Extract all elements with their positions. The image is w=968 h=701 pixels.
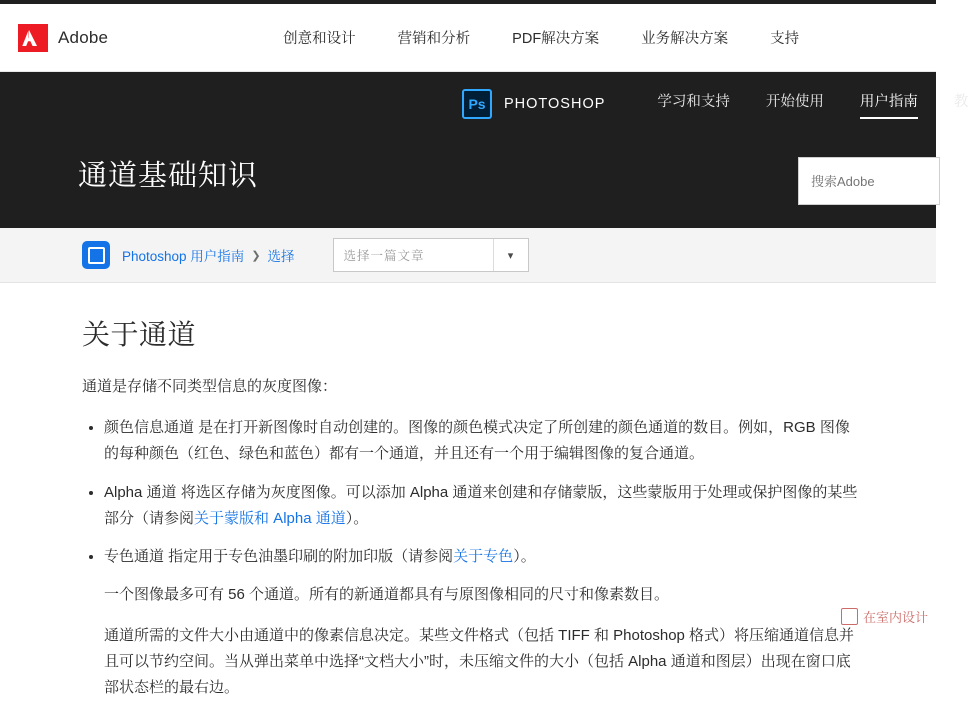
breadcrumb-item-user-guide[interactable]: Photoshop 用户指南: [122, 245, 244, 265]
breadcrumb: [122, 245, 295, 265]
page-title: 通道基础知识: [78, 153, 258, 194]
search-input[interactable]: [799, 157, 939, 205]
hero-section: [0, 135, 936, 228]
breadcrumb-bar: [0, 228, 936, 283]
global-nav-item-3[interactable]: 业务解决方案: [641, 27, 728, 48]
global-nav-item-2[interactable]: PDF解决方案: [512, 27, 599, 48]
wechat-icon: [841, 608, 858, 625]
article-bullet-list: [82, 415, 858, 570]
watermark: [841, 607, 928, 626]
adobe-brand[interactable]: [18, 24, 108, 52]
article-body: [0, 283, 936, 701]
list-item: [104, 415, 858, 468]
bullet-2-text-after: ）。: [513, 548, 536, 565]
bullet-1-text-before: Alpha 通道 将选区存储为灰度图像。可以添加 Alpha 通道来创建和存储蒙版，这些蒙版用于处理或保护图像的某些部分（请参阅: [104, 484, 857, 527]
article-select-dropdown[interactable]: [333, 238, 529, 272]
product-nav-item-get-started[interactable]: 开始使用: [766, 90, 824, 117]
link-about-spot-colors[interactable]: 关于专色: [453, 548, 513, 565]
list-item: [104, 480, 858, 533]
book-icon: [82, 241, 110, 269]
product-nav-item-user-guide[interactable]: 用户指南: [860, 90, 918, 117]
product-navigation-bar: [0, 72, 936, 135]
photoshop-home-link[interactable]: [462, 89, 605, 119]
chevron-down-icon[interactable]: ▾: [493, 239, 528, 271]
global-nav-item-1[interactable]: 营销和分析: [398, 27, 471, 48]
breadcrumb-separator: ❯: [251, 249, 260, 262]
section-heading: 关于通道: [82, 313, 858, 353]
bullet-1-text-after: ）。: [346, 510, 369, 527]
article-notes: [82, 582, 858, 701]
adobe-logo-icon: [18, 24, 48, 52]
search-box[interactable]: [798, 157, 940, 205]
brand-name: Adobe: [58, 28, 108, 48]
product-nav-item-learn-support[interactable]: 学习和支持: [657, 90, 730, 117]
article-note-1: 通道所需的文件大小由通道中的像素信息决定。某些文件格式（包括 TIFF 和 Photoshop 格式）将压缩通道信息并且可以节约空间。当从弹出菜单中选择“文档大小”时，未压缩文件的大小（包括 Alpha 通道和图层）出现在窗口底部状态栏的最右边。: [104, 623, 858, 701]
global-navigation-bar: [0, 4, 936, 72]
global-nav-links: [283, 27, 799, 48]
link-about-masks-alpha-channels[interactable]: 关于蒙版和 Alpha 通道: [194, 510, 346, 527]
product-nav-item-tutorials[interactable]: 教: [954, 90, 968, 117]
global-nav-item-0[interactable]: 创意和设计: [283, 27, 356, 48]
article-lead-paragraph: 通道是存储不同类型信息的灰度图像：: [82, 375, 858, 399]
global-nav-item-4[interactable]: 支持: [770, 27, 799, 48]
bullet-0-text: 颜色信息通道 是在打开新图像时自动创建的。图像的颜色模式决定了所创建的颜色通道的数目。例如，RGB 图像的每种颜色（红色、绿色和蓝色）都有一个通道，并且还有一个用于编辑图像的复合通道。: [104, 419, 850, 462]
photoshop-app-name: PHOTOSHOP: [504, 96, 605, 112]
article-note-0: 一个图像最多可有 56 个通道。所有的新通道都具有与原图像相同的尺寸和像素数目。: [104, 582, 858, 608]
watermark-text: 在室内设计: [863, 607, 928, 626]
photoshop-app-icon: Ps: [462, 89, 492, 119]
bullet-2-text-before: 专色通道 指定用于专色油墨印刷的附加印版（请参阅: [104, 548, 453, 565]
list-item: [104, 544, 858, 570]
breadcrumb-item-select[interactable]: 选择: [268, 245, 295, 265]
product-nav-links: [657, 90, 968, 117]
article-select-placeholder: 选择一篇文章: [334, 246, 425, 264]
